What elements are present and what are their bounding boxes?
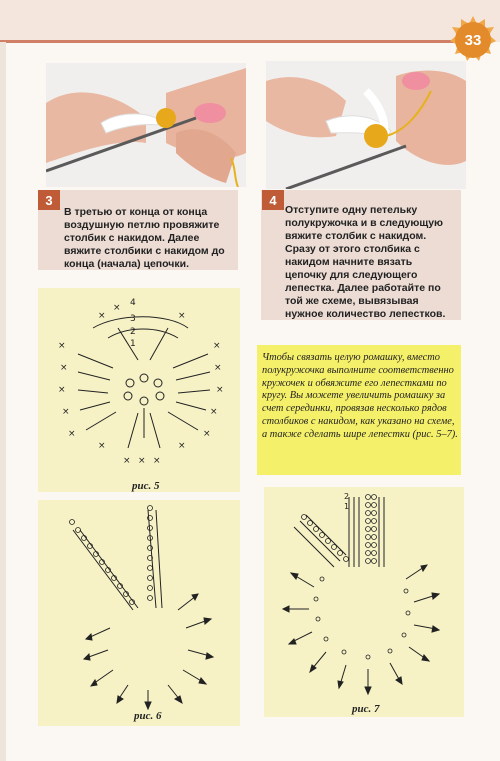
svg-text:×: × bbox=[178, 311, 186, 321]
figure6-panel bbox=[38, 500, 240, 726]
svg-text:×: × bbox=[203, 429, 211, 439]
svg-text:×: × bbox=[113, 303, 121, 313]
svg-text:×: × bbox=[216, 385, 224, 395]
fig5-label-3: 3 bbox=[130, 314, 136, 324]
svg-text:×: × bbox=[98, 441, 106, 451]
svg-text:×: × bbox=[58, 385, 66, 395]
svg-text:×: × bbox=[178, 441, 186, 451]
figure7-panel bbox=[264, 487, 464, 717]
figure6-diagram bbox=[38, 500, 240, 726]
fig7-label-1: 1 bbox=[344, 502, 350, 511]
svg-text:×: × bbox=[62, 407, 70, 417]
svg-text:×: × bbox=[68, 429, 76, 439]
figure5-diagram bbox=[38, 288, 240, 492]
svg-text:×: × bbox=[58, 341, 66, 351]
fig5-label-1: 1 bbox=[130, 339, 136, 349]
fig5-label-4: 4 bbox=[130, 298, 136, 308]
step4-text: Отступите одну петельку полукружочка и в следующую вяжите столбик с накидом. Сразу от этого столбика с накидом начните вязать цепочку для следующего лепестка. Далее работайте по той же схеме, вывязывая нужное количество лепестков. bbox=[285, 204, 446, 320]
page-gutter bbox=[0, 42, 6, 761]
svg-text:×: × bbox=[153, 456, 161, 466]
tip-text: Чтобы связать целую ромашку, вместо полукружочка выполните соответственно кружочек и обвяжите его лепестками по кругу. Вы можете увеличить ромашку за счет серединки, провязав несколько рядов столбиков с накидом, как указано на схеме, а также сделать шире лепестки (рис. 5–7). bbox=[262, 352, 458, 440]
svg-text:×: × bbox=[213, 341, 221, 351]
svg-text:×: × bbox=[214, 363, 222, 373]
svg-text:×: × bbox=[138, 456, 146, 466]
header-rule bbox=[0, 40, 455, 43]
page-header-band bbox=[0, 0, 500, 42]
step3-photo bbox=[46, 63, 246, 187]
step3-number: 3 bbox=[38, 190, 60, 210]
fig7-label-2: 2 bbox=[344, 492, 350, 501]
step4-number: 4 bbox=[262, 190, 284, 210]
figure6-caption: рис. 6 bbox=[134, 710, 162, 722]
step3-text: В третью от конца от конца воздушную петлю провяжите столбик с накидом. Далее вяжите столбики с накидом до конца (начала) цепочки. bbox=[64, 206, 225, 270]
step4-photo bbox=[266, 61, 466, 189]
fig5-label-2: 2 bbox=[130, 327, 136, 337]
svg-text:×: × bbox=[60, 363, 68, 373]
page-number: 33 bbox=[455, 22, 491, 58]
svg-text:×: × bbox=[98, 311, 106, 321]
svg-text:×: × bbox=[210, 407, 218, 417]
figure5-caption: рис. 5 bbox=[132, 480, 160, 492]
figure7-diagram bbox=[264, 487, 464, 717]
figure5-panel bbox=[38, 288, 240, 492]
figure7-caption: рис. 7 bbox=[352, 703, 380, 715]
svg-text:×: × bbox=[123, 456, 131, 466]
